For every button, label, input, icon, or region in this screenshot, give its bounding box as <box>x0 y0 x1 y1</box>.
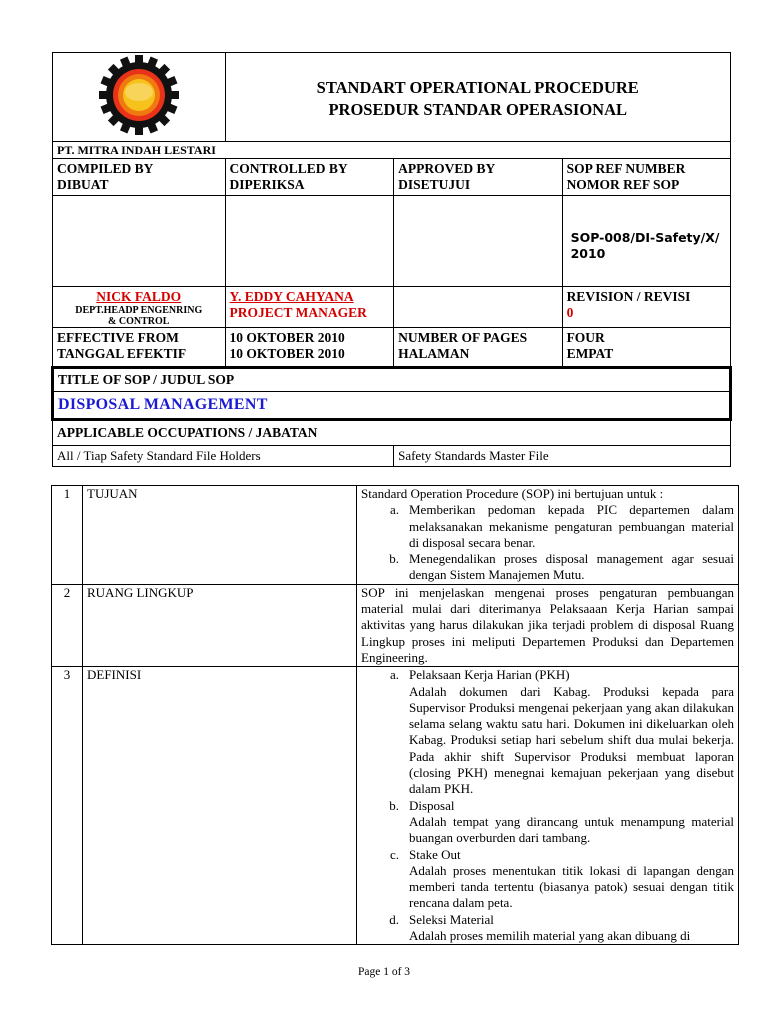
approved-by-signature <box>394 196 562 287</box>
list-item: c. Stake Out <box>389 846 461 862</box>
pages-label: NUMBER OF PAGES HALAMAN <box>394 328 562 368</box>
section-content: a. Pelaksaan Kerja Harian (PKH) Adalah dokumen dari Kabag. Produksi kepada para Supervisor Produksi mengenai pekerjaan yang akan dilakukan selama selang waktu satu hari. Dokumen ini dikeluarkan oleh Kabag. Produksi setiap hari sebelum shift dua mulai bekerja. Pada akhir shift Supervisor Produksi membuat laporan (closing PKH) menegnai kemajuan pekerjaan yang disebut dalam PKH. b. Disposal Adalah tempat yang dirancang untuk menampung material buangan overburden dari tambang. c. Stake Out Adalah proses menentukan titik lokasi di lapangan dengan memberi tanda tertentu (biasanya patok) sesuai dengan titik rencana dalam peta. d. Seleksi Material Adalah proses memilih material yang akan dibuang di <box>357 667 739 945</box>
section-number: 2 <box>52 584 83 666</box>
sop-ref-label: SOP REF NUMBER NOMOR REF SOP <box>562 159 730 196</box>
list-item: b. Menegendalikan proses disposal management agar sesuai dengan Sistem Manajemen Mutu. <box>389 551 734 583</box>
list-item: b. Disposal <box>389 797 455 813</box>
occupations-label: APPLICABLE OCCUPATIONS / JABATAN <box>53 420 731 446</box>
controller-role: PROJECT MANAGER <box>229 305 367 320</box>
approver-name-cell <box>394 287 562 328</box>
compiler-role-2: & CONTROL <box>108 316 170 327</box>
section-name: DEFINISI <box>83 667 357 945</box>
controller-name-cell <box>225 287 394 328</box>
sop-header-table <box>51 52 732 467</box>
occupation-master-file: Safety Standards Master File <box>394 446 731 467</box>
compiler-name-cell <box>53 287 226 328</box>
compiled-by-signature <box>53 196 226 287</box>
company-gear-logo-icon <box>97 53 181 137</box>
list-item: a. Memberikan pedoman kepada PIC departemen dalam melaksanakan mekanisme pengaturan pembuangan material di disposal secara benar. <box>389 502 734 550</box>
section-row <box>52 584 739 666</box>
compiler-name: NICK FALDO <box>96 289 182 304</box>
compiler-role-1: DEPT.HEADP ENGENRING <box>75 305 203 316</box>
section-name: TUJUAN <box>83 486 357 585</box>
controlled-by-signature <box>225 196 394 287</box>
list-item: d. Seleksi Material <box>389 911 494 927</box>
controller-name: Y. EDDY CAHYANA <box>229 289 354 304</box>
revision-value: 0 <box>566 305 574 320</box>
sop-title-label: TITLE OF SOP / JUDUL SOP <box>53 368 731 392</box>
compiled-by-label: COMPILED BY DIBUAT <box>53 159 226 196</box>
controlled-by-label: CONTROLLED BY DIPERIKSA <box>225 159 394 196</box>
sop-title: DISPOSAL MANAGEMENT <box>53 392 731 420</box>
revision-cell <box>562 287 730 328</box>
approved-by-label: APPROVED BY DISETUJUI <box>394 159 562 196</box>
effective-date: 10 OKTOBER 2010 10 OKTOBER 2010 <box>225 328 394 368</box>
section-content: SOP ini menjelaskan mengenai proses pengaturan pembuangan material mulai dari diterimanya Pelaksaaan Kerja Harian sampai aktivitas yang harus dilakukan jika terjadi problem di disposal Ruang Lingkup proses ini meliputi Departemen Produksi dan Departemen Engineering. <box>357 584 739 666</box>
title-line-en: STANDART OPERATIONAL PROCEDURE <box>316 78 639 97</box>
section-content: Standard Operation Procedure (SOP) ini bertujuan untuk : a. Memberikan pedoman kepada PIC departemen dalam melaksanakan mekanisme pengaturan pembuangan material di disposal secara benar. b. Menegendalikan proses disposal management agar sesuai dengan Sistem Manajemen Mutu. <box>357 486 739 585</box>
effective-label: EFFECTIVE FROM TANGGAL EFEKTIF <box>53 328 226 368</box>
title-line-id: PROSEDUR STANDAR OPERASIONAL <box>328 100 628 119</box>
sop-ref-value: SOP-008/DI-Safety/X/ 2010 <box>562 196 730 287</box>
sop-content-table <box>51 485 739 945</box>
occupation-holders: All / Tiap Safety Standard File Holders <box>53 446 394 467</box>
document-title <box>225 53 731 142</box>
section-row <box>52 667 739 945</box>
section-row <box>52 486 739 585</box>
list-item: a. Pelaksaan Kerja Harian (PKH) <box>389 667 570 683</box>
section-name: RUANG LINGKUP <box>83 584 357 666</box>
page-number: Page 1 of 3 <box>357 966 411 978</box>
section-number: 3 <box>52 667 83 945</box>
logo-cell <box>53 53 226 142</box>
revision-label: REVISION / REVISI <box>566 289 691 304</box>
company-name: PT. MITRA INDAH LESTARI <box>53 142 731 159</box>
pages-value: FOUR EMPAT <box>562 328 730 368</box>
section-number: 1 <box>52 486 83 585</box>
